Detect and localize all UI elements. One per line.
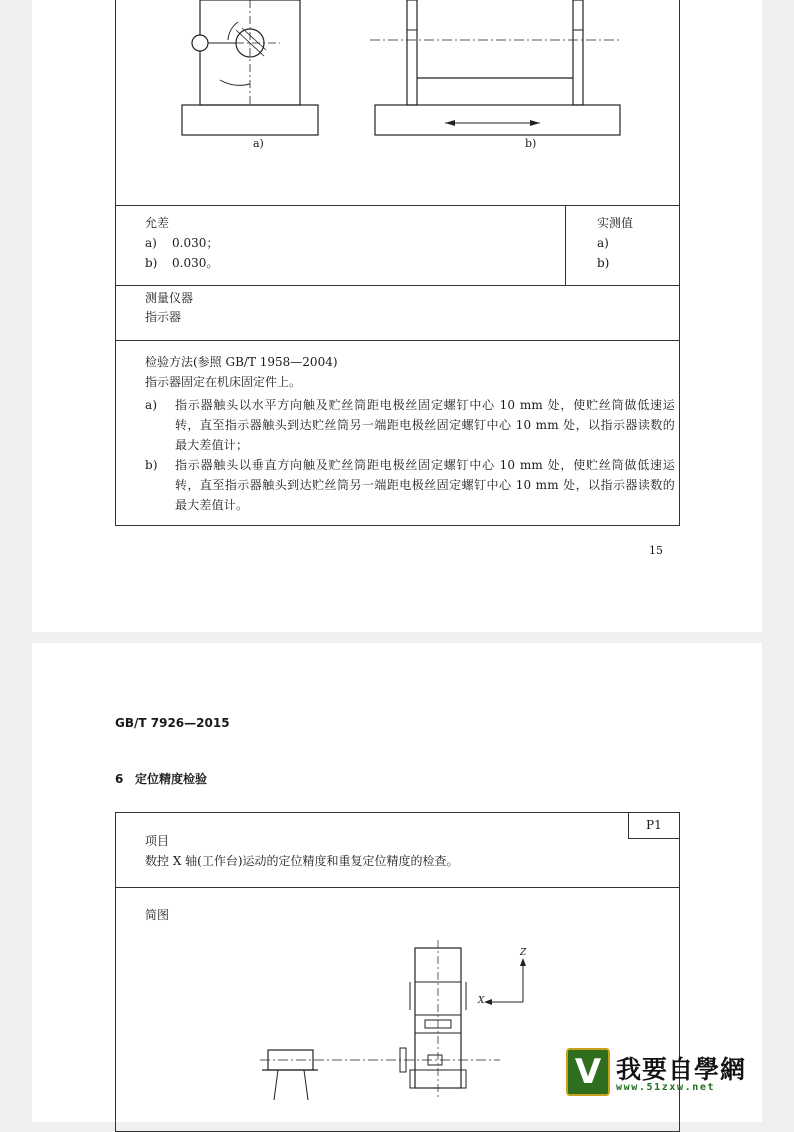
measured-label-b: b): [597, 256, 610, 270]
item-description: 数控 X 轴(工作台)运动的定位精度和重复定位精度的检查。: [145, 854, 459, 868]
method-item-text: 指示器触头以水平方向触及贮丝筒距电极丝固定螺钉中心 10 mm 处，使贮丝筒做低速运转，直至指示器触头到达贮丝筒另一端距电极丝固定螺钉中心 10 mm 处，以指示器读数的最大差值计；: [175, 398, 675, 452]
diagram-a-caption: a): [253, 137, 264, 150]
item-title: 项目: [145, 834, 170, 848]
method-item-a: [145, 395, 675, 455]
method-list: [145, 395, 675, 515]
logo-url: www.51zxw.net: [616, 1082, 716, 1093]
measured-title: 实测值: [597, 216, 634, 230]
method-item-label: b): [145, 458, 158, 472]
tolerance-label-a: a): [145, 236, 157, 250]
section-number: 6: [115, 772, 124, 786]
instrument-title: 测量仪器: [145, 291, 194, 305]
tolerance-value-b: 0.030。: [172, 256, 219, 270]
instrument-value: 指示器: [145, 310, 182, 324]
method-item-text: 指示器触头以垂直方向触及贮丝筒距电极丝固定螺钉中心 10 mm 处，使贮丝筒做低速运转，直至指示器触头到达贮丝筒另一端距电极丝固定螺钉中心 10 mm 处，以指示器读数的最大差值计。: [175, 458, 675, 512]
section-title: 定位精度检验: [135, 772, 208, 786]
standard-code: GB/T 7926—2015: [115, 716, 230, 730]
tolerance-value-a: 0.030；: [172, 236, 219, 250]
tolerance-title: 允差: [145, 216, 170, 230]
table-divider: [115, 285, 680, 286]
logo-name: 我要自學網: [616, 1055, 747, 1084]
table-divider: [115, 887, 680, 888]
machine-diagram: [260, 940, 540, 1100]
diagram-b-caption: b): [525, 137, 537, 150]
method-item-label: a): [145, 398, 158, 412]
axis-z-label: Z: [520, 948, 527, 958]
method-intro: 指示器固定在机床固定件上。: [145, 375, 302, 389]
item-code: P1: [646, 818, 662, 832]
logo-mark-icon: V: [566, 1048, 610, 1096]
site-watermark-logo: [566, 1048, 766, 1100]
method-item-b: [145, 455, 675, 515]
table-divider: [115, 340, 680, 341]
tolerance-label-b: b): [145, 256, 158, 270]
axis-x-label: X: [478, 996, 485, 1006]
table-divider: [565, 205, 566, 285]
diagram-a: [180, 0, 320, 140]
method-title: 检验方法(参照 GB/T 1958—2004): [145, 355, 338, 369]
page-number: 15: [649, 544, 663, 557]
diagram-title: 简图: [145, 908, 170, 922]
measured-label-a: a): [597, 236, 609, 250]
diagram-b: [370, 0, 625, 140]
table-divider: [115, 205, 680, 206]
